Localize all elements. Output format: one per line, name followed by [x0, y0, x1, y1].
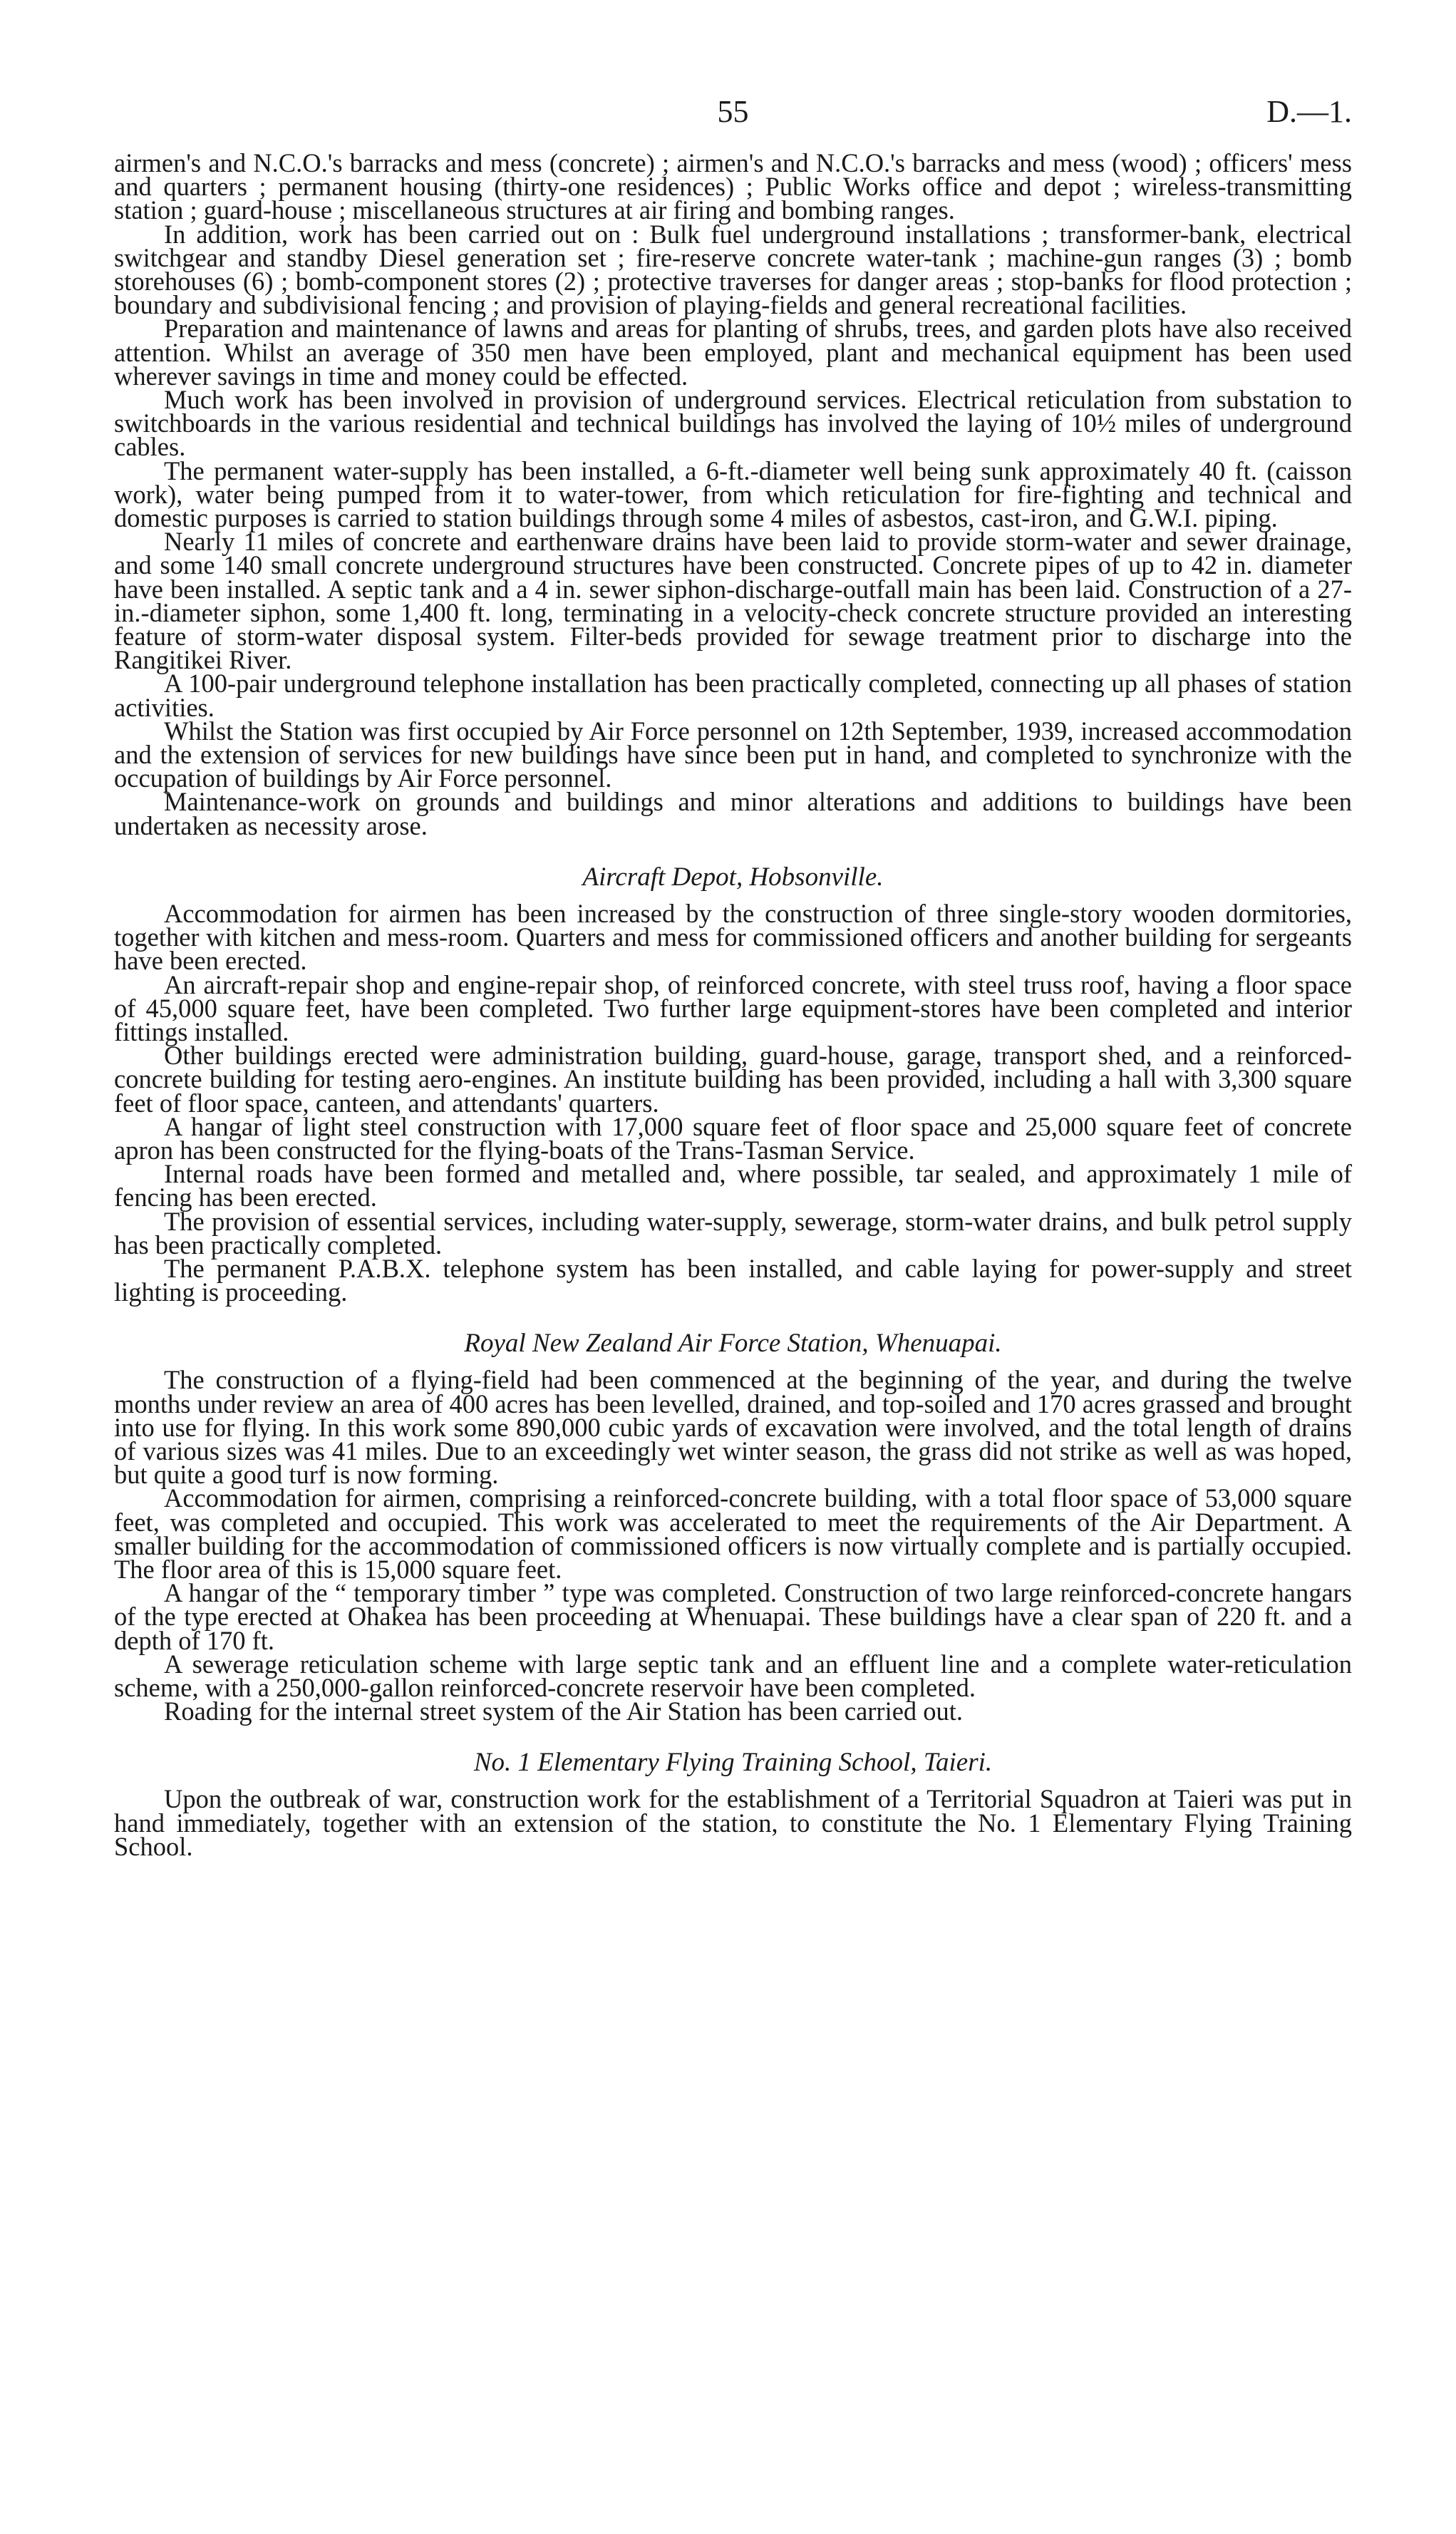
paragraph: Roading for the internal street system of the Air Station has been carried out. — [164, 1696, 964, 1726]
paragraph: The permanent P.A.B.X. telephone system has been installed, and cable laying for power-supply and street lighting is proceeding. — [114, 1253, 1352, 1307]
section-heading-whenuapai: Royal New Zealand Air Force Station, Whenuapai. — [464, 1329, 1002, 1359]
paragraph: Nearly 11 miles of concrete and earthenware drains have been laid to provide storm-water and sewer drainage, and some 140 small concrete underground structures have been constructed. Concrete pipes of up to 42 in. diameter have been installed. A septic tank and a 4 in. sewer siphon-discharge-outfall main has been laid. Construction of a 27-in.-diameter siphon, some 1,400 ft. long, terminating in a velocity-check concrete structure provided an interesting feature of storm-water disposal system. Filter-beds provided for sewage treatment prior to discharge into the Rangitikei River. — [114, 527, 1352, 675]
paragraph: Much work has been involved in provision of underground services. Electrical reticulation from substation to switchboards in the various residential and technical buildings has involved the laying of 10½ miles of underground cables. — [114, 385, 1352, 462]
paragraph: A hangar of the “ temporary timber ” type was completed. Construction of two large reinforced-concrete hangars of the type erected at Ohakea has been proceeding at Whenuapai. These buildings have a clear span of 220 ft. and a depth of 170 ft. — [114, 1578, 1352, 1655]
paragraph: Whilst the Station was first occupied by Air Force personnel on 12th September, 1939, increased accommodation and the extension of services for new buildings have since been put in hand, and completed to synchronize with the occupation of buildings by Air Force personnel. — [114, 716, 1352, 793]
paragraph: Accommodation for airmen has been increased by the construction of three single-story wooden dormitories, together with kitchen and mess-room. Quarters and mess for commissioned officers and another building for sergeants have been erected. — [114, 898, 1352, 976]
document-reference: D.—1. — [1266, 94, 1352, 129]
paragraph: Accommodation for airmen, comprising a reinforced-concrete building, with a total floor space of 53,000 square feet, was completed and occupied. This work was accelerated to meet the requirements of the Air Department. A smaller building for the accommodation of commissioned officers is now virtually complete and is partially occupied. The floor area of this is 15,000 square feet. — [114, 1483, 1352, 1584]
paragraph: A sewerage reticulation scheme with large septic tank and an effluent line and a complete water-reticulation scheme, with a 250,000-gallon reinforced-concrete reservoir have been completed. — [114, 1649, 1352, 1702]
paragraph: A hangar of light steel construction with 17,000 square feet of floor space and 25,000 square feet of concrete apron has been constructed for the flying-boats of the Trans-Tasman Service. — [114, 1111, 1352, 1165]
paragraph: The construction of a flying-field had been commenced at the beginning of the year, and during the twelve months under review an area of 400 acres has been levelled, drained, and top-soiled and 170 acres grassed and brought into use for flying. In this work some 890,000 cubic yards of excavation were involved, and the total length of drains of various sizes was 41 miles. Due to an exceedingly wet winter season, the grass did not strike as well as was hoped, but quite a good turf is now forming. — [114, 1365, 1352, 1490]
section-heading-taieri: No. 1 Elementary Flying Training School, Taieri. — [473, 1748, 993, 1778]
section-heading-hobsonville: Aircraft Depot, Hobsonville. — [582, 862, 884, 892]
paragraph: The provision of essential services, including water-supply, sewerage, storm-water drains, and bulk petrol supply has been practically completed. — [114, 1206, 1352, 1260]
paragraph: In addition, work has been carried out on : Bulk fuel underground installations ; transformer-bank, electrical switchgear and standby Diesel generation set ; fire-reserve concrete water-tank ; machine-gun ranges (3) ; bomb storehouses (6) ; bomb-component stores (2) ; protective traverses for danger areas ; stop-banks for flood protection ; boundary and subdivisional fencing ; and provision of playing-fields and general recreational facilities. — [114, 219, 1352, 320]
paragraph: Maintenance-work on grounds and buildings and minor alterations and additions to buildings have been undertaken as necessity arose. — [114, 787, 1352, 840]
paragraph: Other buildings erected were administration building, guard-house, garage, transport shed, and a reinforced-concrete building for testing aero-engines. An institute building has been provided, including a hall with 3,300 square feet of floor space, canteen, and attendants' quarters. — [114, 1041, 1352, 1118]
paragraph: A 100-pair underground telephone installation has been practically completed, connecting up all phases of station activities. — [114, 669, 1352, 722]
paragraph: Upon the outbreak of war, construction work for the establishment of a Territorial Squadron at Taieri was put in hand immediately, together with an extension of the station, to constitute the No. 1 Elementary Flying Training School. — [114, 1784, 1352, 1861]
page-header — [114, 94, 1352, 135]
paragraph: The permanent water-supply has been installed, a 6-ft.-diameter well being sunk approximately 40 ft. (caisson work), water being pumped from it to water-tower, from which reticulation for fire-fighting and technical and domestic purposes is carried to station buildings through some 4 miles of asbestos, cast-iron, and G.W.I. piping. — [114, 455, 1352, 533]
paragraph: airmen's and N.C.O.'s barracks and mess (concrete) ; airmen's and N.C.O.'s barracks and mess (wood) ; officers' mess and quarters ; permanent housing (thirty-one residences) ; Public Works office and depot ; wireless-transmitting station ; guard-house ; miscellaneous structures at air firing and bombing ranges. — [114, 148, 1352, 225]
paragraph: Preparation and maintenance of lawns and areas for planting of shrubs, trees, and garden plots have also received attention. Whilst an average of 350 men have been employed, plant and mechanical equipment has been used wherever savings in time and money could be effected. — [114, 314, 1352, 391]
page-body — [114, 148, 1352, 1861]
page-number: 55 — [717, 94, 749, 129]
paragraph: An aircraft-repair shop and engine-repair shop, of reinforced concrete, with steel truss roof, having a floor space of 45,000 square feet, have been completed. Two further large equipment-stores have been completed and interior fittings installed. — [114, 969, 1352, 1046]
paragraph: Internal roads have been formed and metalled and, where possible, tar sealed, and approximately 1 mile of fencing has been erected. — [114, 1159, 1352, 1212]
